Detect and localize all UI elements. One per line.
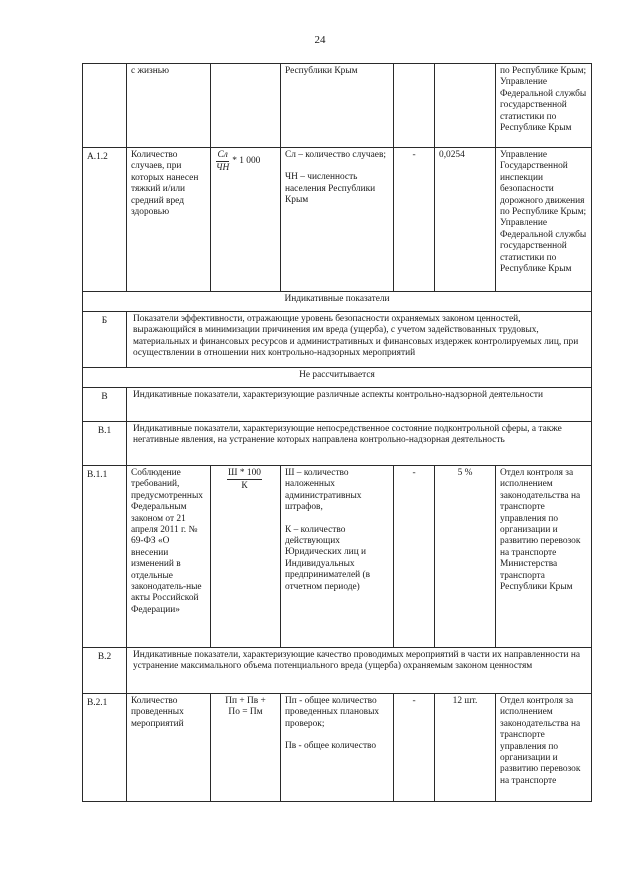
row-code: В.1.1: [83, 466, 127, 648]
section-text: Индикативные показатели, характеризующие различные аспекты контрольно-надзорной деятельности: [127, 388, 592, 422]
section-text: Индикативные показатели, характеризующие непосредственное состояние подконтрольной сферы, а также негативные явления, на устранение которых направлена контрольно-надзорная деятельность: [127, 422, 592, 466]
target-value: 12 шт.: [435, 694, 496, 802]
base-value: -: [394, 694, 435, 802]
not-calculated-row: [83, 368, 592, 388]
formula-multiplier: * 1 000: [232, 155, 261, 166]
description-pv: Пв - общее количество: [285, 741, 377, 752]
section-text: Показатели эффективности, отражающие уровень безопасности охраняемых законом ценностей, выражающийся в минимизации причинения им вреда (ущерба), с учетом задействованных трудовых, материальных и финансовых ресурсов и административных и финансовых издержек контролируемых лиц, при осуществлении в отношении них контрольно-надзорных мероприятий: [127, 312, 592, 368]
row-code: В.2.1: [83, 694, 127, 802]
base-value: [394, 64, 435, 148]
not-calculated-label: Не рассчитывается: [83, 368, 592, 388]
page-number: 24: [314, 34, 326, 46]
section-header: Индикативные показатели: [83, 292, 592, 312]
section-header-row: [83, 292, 592, 312]
formula-cell: [211, 64, 281, 148]
indicator-name: Количество случаев, при которых нанесен тяжкий и/или средний вред здоровью: [127, 148, 211, 292]
formula-numerator: Сл: [217, 150, 228, 160]
formula-line-2: По = Пм: [228, 707, 263, 718]
row-code: В.1: [83, 422, 127, 466]
row-code: А.1.2: [83, 148, 127, 292]
data-source: Отдел контроля за исполнением законодательства на транспорте управления по организации и развитию перевозок на транспорте Министерства транспорта Республики Крым: [496, 466, 592, 648]
description-sh: Ш – количество наложенных административных штрафов,: [285, 468, 362, 513]
data-source: по Республике Крым; Управление Федеральной службы государственной статистики по Республике Крым: [496, 64, 592, 148]
table-row-v2: [83, 648, 592, 694]
indicator-name: с жизнью: [127, 64, 211, 148]
indicator-name: Количество проведенных мероприятий: [127, 694, 211, 802]
table-row-v21: [83, 694, 592, 802]
target-value: 5 %: [435, 466, 496, 648]
description-pp: Пп - общее количество проведенных плановых проверок;: [285, 696, 380, 729]
description-chn: ЧН – численность населения Республики Крым: [285, 172, 376, 206]
target-value: 0,0254: [435, 148, 496, 292]
formula-denominator: ЧН: [216, 163, 230, 173]
table-row-v: [83, 388, 592, 422]
formula-fraction: [227, 468, 264, 491]
table-row-v1: [83, 422, 592, 466]
base-value: -: [394, 466, 435, 648]
table-row-a12: [83, 148, 592, 292]
description-sl: Сл – количество случаев;: [285, 150, 387, 160]
formula-description: Республики Крым: [281, 64, 394, 148]
table-row-b: [83, 312, 592, 368]
formula-cell: [211, 466, 281, 648]
row-code: Б: [83, 312, 127, 368]
formula-denominator: К: [241, 481, 248, 491]
formula-numerator: Ш * 100: [228, 468, 261, 478]
formula-description: [281, 148, 394, 292]
data-source: Управление Государственной инспекции безопасности дорожного движения по Республике Крым; Управление Федеральной службы государственной статистики по Республике Крым: [496, 148, 592, 292]
row-code: [83, 64, 127, 148]
section-text: Индикативные показатели, характеризующие качество проводимых мероприятий в части их направленности на устранение максимального объема потенциального вреда (ущерба) охраняемым законом ценностям: [127, 648, 592, 694]
description-k: К – количество действующих Юридических лиц и Индивидуальных предпринимателей (в отчетном периоде): [285, 524, 371, 592]
row-code: В: [83, 388, 127, 422]
formula-cell: [211, 148, 281, 292]
table-row-continuation: [83, 64, 592, 148]
data-source: Отдел контроля за исполнением законодательства на транспорте управления по организации и развитию перевозок на транспорте: [496, 694, 592, 802]
formula-line-1: Пп + Пв +: [225, 696, 266, 706]
indicators-table: [82, 63, 592, 802]
base-value: -: [394, 148, 435, 292]
row-code: В.2: [83, 648, 127, 694]
target-value: [435, 64, 496, 148]
table-row-v11: [83, 466, 592, 648]
formula-description: [281, 694, 394, 802]
formula-fraction: [215, 150, 260, 173]
formula-cell: [211, 694, 281, 802]
indicator-name: Соблюдение требований, предусмотренных Федеральным законом от 21 апреля 2011 г. № 69-ФЗ «О внесении изменений в отдельные законодатель-ные акты Российской Федерации»: [127, 466, 211, 648]
formula-description: [281, 466, 394, 648]
